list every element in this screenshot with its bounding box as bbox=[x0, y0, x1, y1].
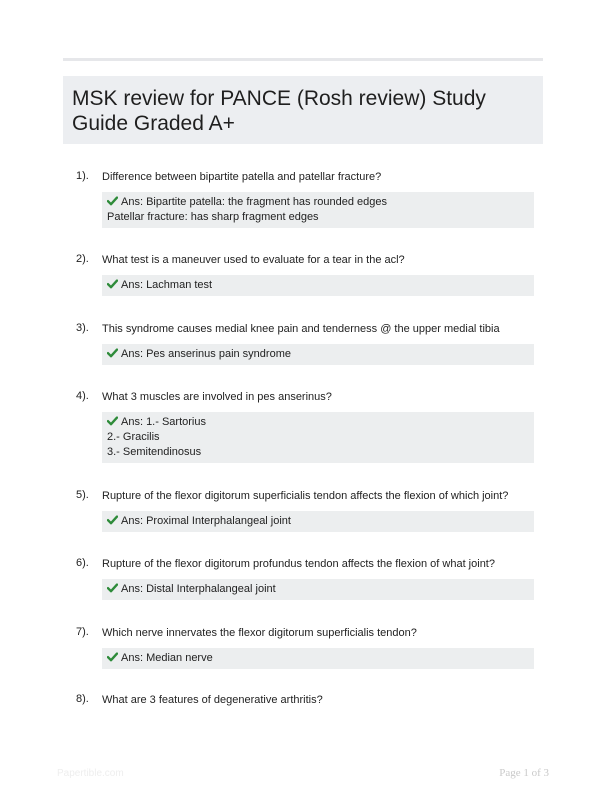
question-text: What are 3 features of degenerative arthritis? bbox=[102, 694, 323, 706]
answer-line bbox=[107, 430, 528, 445]
page-number: Page 1 of 3 bbox=[499, 767, 549, 779]
answer-line bbox=[107, 582, 528, 597]
question-number: 3). bbox=[76, 322, 89, 334]
check-icon bbox=[107, 279, 118, 289]
question-text: What 3 muscles are involved in pes anserinus? bbox=[102, 391, 332, 403]
answer-text: Ans: Proximal Interphalangeal joint bbox=[121, 515, 291, 527]
check-icon bbox=[107, 348, 118, 358]
title-banner bbox=[63, 76, 543, 144]
check-icon bbox=[107, 583, 118, 593]
answer-line bbox=[107, 278, 528, 293]
answer-text: Ans: Bipartite patella: the fragment has rounded edges bbox=[121, 196, 388, 208]
check-icon bbox=[107, 515, 118, 525]
answer-line bbox=[107, 445, 528, 460]
answer-box bbox=[102, 344, 534, 365]
answer-box bbox=[102, 192, 534, 228]
answer-line bbox=[107, 347, 528, 362]
question-number: 4). bbox=[76, 390, 89, 402]
answer-text: 3.- Semitendinosus bbox=[107, 446, 202, 458]
top-divider bbox=[63, 58, 543, 61]
question-number: 7). bbox=[76, 626, 89, 638]
answer-text: Ans: Median nerve bbox=[121, 652, 213, 664]
question-number: 6). bbox=[76, 557, 89, 569]
answer-box bbox=[102, 648, 534, 669]
question-number: 1). bbox=[76, 170, 89, 182]
answer-line bbox=[107, 415, 528, 430]
answer-box bbox=[102, 275, 534, 296]
question-number: 5). bbox=[76, 489, 89, 501]
answer-text: Ans: Lachman test bbox=[121, 279, 213, 291]
answer-text: Ans: Pes anserinus pain syndrome bbox=[121, 348, 291, 360]
check-icon bbox=[107, 416, 118, 426]
answer-box bbox=[102, 579, 534, 600]
page-title: MSK review for PANCE (Rosh review) Study Guide Graded A+ bbox=[72, 87, 486, 135]
question-text: Rupture of the flexor digitorum profundus tendon affects the flexion of what joint? bbox=[102, 558, 495, 570]
answer-line bbox=[107, 651, 528, 666]
answer-text: Patellar fracture: has sharp fragment edges bbox=[107, 211, 319, 223]
question-text: What test is a maneuver used to evaluate for a tear in the acl? bbox=[102, 254, 405, 266]
answer-line bbox=[107, 514, 528, 529]
answer-text: 2.- Gracilis bbox=[107, 431, 160, 443]
answer-box bbox=[102, 511, 534, 532]
answer-text: Ans: Distal Interphalangeal joint bbox=[121, 583, 276, 595]
check-icon bbox=[107, 196, 118, 206]
answer-text: Ans: 1.- Sartorius bbox=[121, 416, 206, 428]
question-text: This syndrome causes medial knee pain and tenderness @ the upper medial tibia bbox=[102, 323, 500, 335]
question-text: Difference between bipartite patella and patellar fracture? bbox=[102, 171, 382, 183]
question-number: 8). bbox=[76, 693, 89, 705]
question-text: Which nerve innervates the flexor digitorum superficialis tendon? bbox=[102, 627, 417, 639]
answer-line bbox=[107, 195, 528, 210]
answer-line bbox=[107, 210, 528, 225]
question-text: Rupture of the flexor digitorum superficialis tendon affects the flexion of which joint? bbox=[102, 490, 509, 502]
footer-watermark: Papertible.com bbox=[57, 768, 124, 779]
check-icon bbox=[107, 652, 118, 662]
answer-box bbox=[102, 412, 534, 463]
question-number: 2). bbox=[76, 253, 89, 265]
